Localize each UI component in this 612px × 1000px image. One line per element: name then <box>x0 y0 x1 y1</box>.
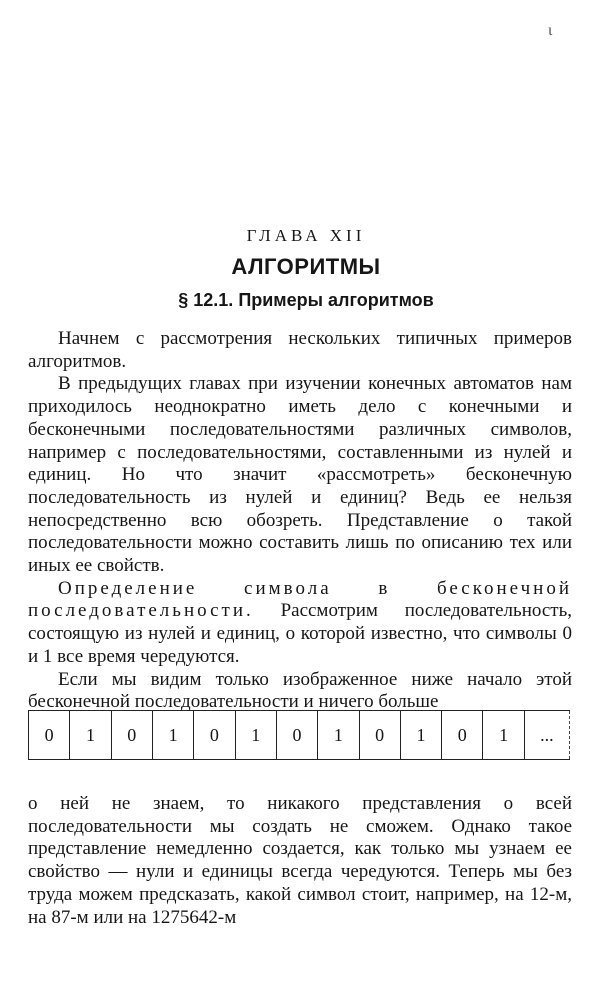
tape-cell: 0 <box>193 711 234 759</box>
tape-cell: 1 <box>317 711 358 759</box>
chapter-title: АЛГОРИТМЫ <box>231 254 381 279</box>
tape-cell: 1 <box>400 711 441 759</box>
sequence-tape <box>28 710 570 760</box>
section-heading: § 12.1. Примеры алгоритмов <box>178 290 434 310</box>
tape-cell: 0 <box>111 711 152 759</box>
body-text-bottom <box>28 793 572 929</box>
tape-cell: 1 <box>69 711 110 759</box>
corner-mark: ι <box>548 22 553 39</box>
chapter-heading: ГЛАВА XII <box>246 226 366 245</box>
tape-cell: 0 <box>359 711 400 759</box>
tape-cell: 0 <box>441 711 482 759</box>
paragraph-definition <box>28 578 572 669</box>
tape-cell: 1 <box>235 711 276 759</box>
paragraph-after-tape: о ней не знаем, то никакого представления о всей последовательности мы создать не сможем. Однако такое представление немедленно создается, как только мы узнаем ее свойство — нули и единицы всегда чередуются. Теперь мы без труда можем предсказать, какой символ стоит, например, на 12-м, на 87-м или на 1275642-м <box>28 793 572 928</box>
paragraph-intro: Начнем с рассмотрения нескольких типичных примеров алгоритмов. <box>28 328 572 372</box>
tape-cell: ... <box>524 711 570 759</box>
paragraph-sequences: В предыдущих главах при изучении конечных автоматов нам приходилось неоднократно иметь дело с конечными и бесконечными последовательностями различных символов, например с последовательностями, составленными из нулей и единиц. Но что значит «рассмотреть» бесконечную последовательность из нулей и единиц? Ведь ее нельзя непосредственно всю обозреть. Представление о такой последовательности можно составить лишь по описанию тех или иных ее свойств. <box>28 373 572 577</box>
tape-cell: 1 <box>482 711 523 759</box>
tape-cell: 0 <box>276 711 317 759</box>
tape-cell: 1 <box>152 711 193 759</box>
tape-cell: 0 <box>28 711 69 759</box>
definition-text: Рассмотрим последовательность, состоящую из нулей и единиц, о которой известно, что символы 0 и 1 все время чередуются. <box>28 600 572 667</box>
body-text-top <box>28 328 572 714</box>
paragraph-before-tape: Если мы видим только изображенное ниже начало этой бесконечной последовательности и ничего больше <box>28 668 572 713</box>
definition-term: Определение символа в бесконечной последовательности. <box>28 577 572 622</box>
